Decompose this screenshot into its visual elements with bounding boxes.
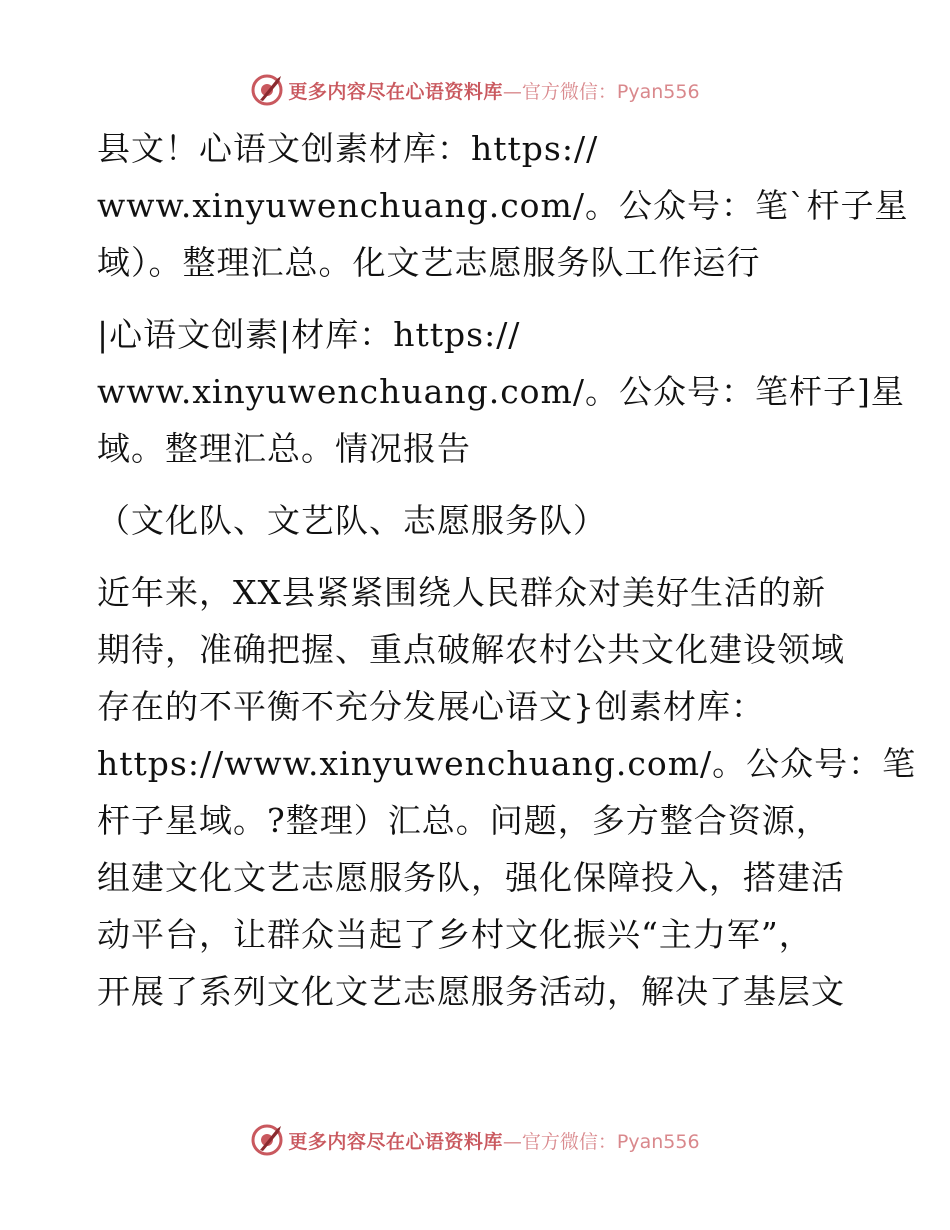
banner-text: 更多内容尽在心语资料库 <box>288 1130 503 1153</box>
text-line: www.xinyuwenchuang.com/。公众号：笔`杆子星 <box>97 186 909 225</box>
text-line: www.xinyuwenchuang.com/。公众号：笔杆子]星 <box>97 372 905 411</box>
banner-text: 更多内容尽在心语资料库 <box>288 80 503 103</box>
banner-wechat: —官方微信：Pyan556 <box>502 80 700 103</box>
header-banner <box>0 70 950 110</box>
text-line: 组建文化文艺志愿服务队，强化保障投入，搭建活 <box>97 858 845 897</box>
text-line: |心语文创素|材库：https:// <box>97 315 521 354</box>
quill-seal-icon <box>250 1123 284 1157</box>
text-line: 域。整理汇总。情况报告 <box>97 429 471 468</box>
document-body <box>97 120 917 1020</box>
footer-banner <box>0 1120 950 1160</box>
text-line: 域）。整理汇总。化文艺志愿服务队工作运行 <box>97 243 761 282</box>
text-line: https://www.xinyuwenchuang.com/。公众号：笔 <box>97 744 917 783</box>
text-line: 动平台，让群众当起了乡村文化振兴“主力军”， <box>97 915 813 954</box>
text-line: 开展了系列文化文艺志愿服务活动，解决了基层文 <box>97 972 845 1011</box>
text-line: （文化队、文艺队、志愿服务队） <box>97 501 607 540</box>
text-line: 近年来，XX县紧紧围绕人民群众对美好生活的新 <box>97 573 826 612</box>
text-line: 县文！心语文创素材库：https:// <box>97 129 599 168</box>
banner-wechat: —官方微信：Pyan556 <box>502 1130 700 1153</box>
text-line: 存在的不平衡不充分发展心语文}创素材库： <box>97 687 765 726</box>
text-line: 杆子星域。?整理）汇总。问题，多方整合资源， <box>97 801 830 840</box>
quill-seal-icon <box>250 73 284 107</box>
text-line: 期待，准确把握、重点破解农村公共文化建设领域 <box>97 630 845 669</box>
